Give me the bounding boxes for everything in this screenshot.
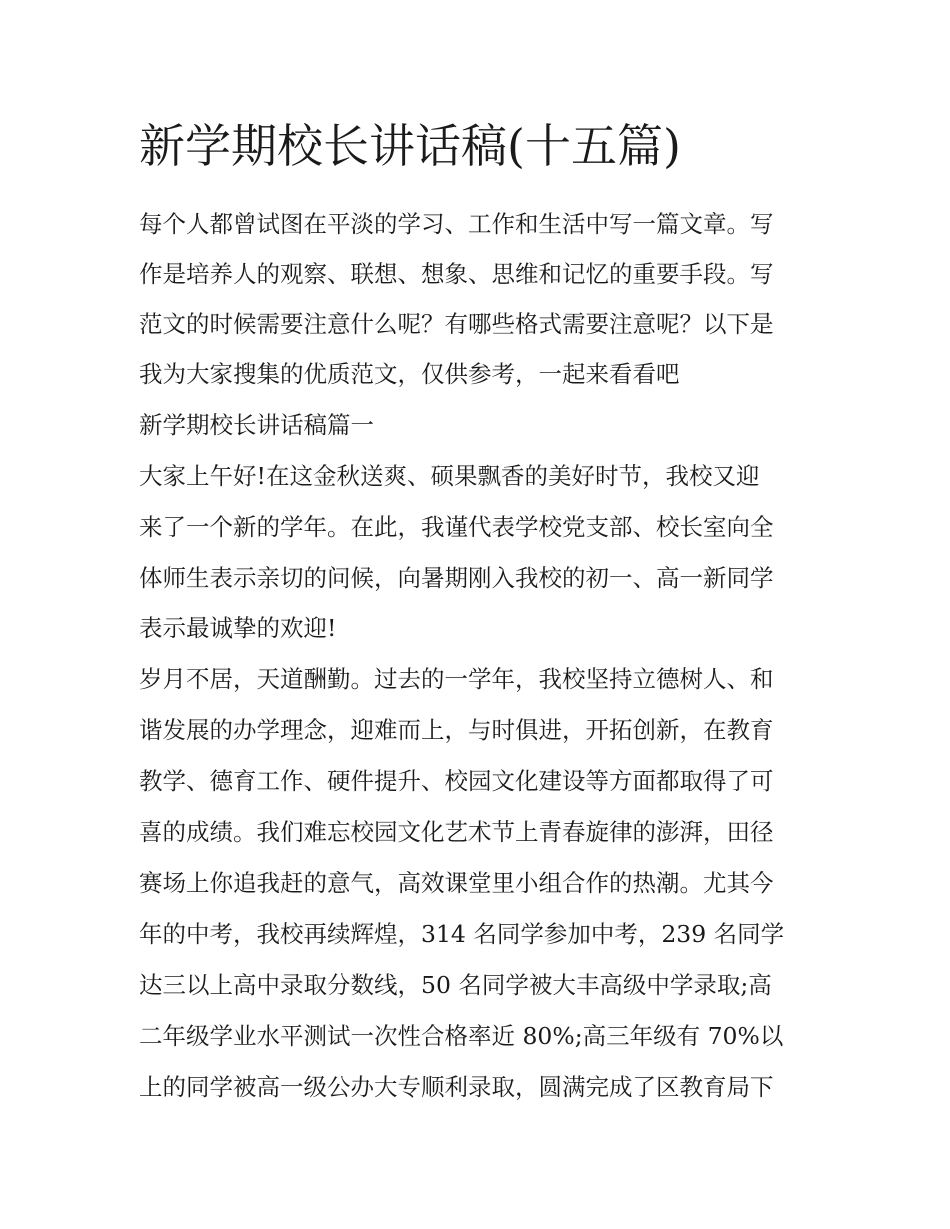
paragraph-line: 喜的成绩。我们难忘校园文化艺术节上青春旋律的澎湃，田径 bbox=[139, 818, 774, 846]
section-heading: 新学期校长讲话稿篇一 bbox=[139, 411, 374, 439]
paragraph-line: 达三以上高中录取分数线，50 名同学被大丰高级中学录取;高 bbox=[139, 971, 772, 999]
paragraph-line: 大家上午好!在这金秋送爽、硕果飘香的美好时节，我校又迎 bbox=[139, 462, 760, 490]
paragraph-line: 年的中考，我校再续辉煌，314 名同学参加中考，239 名同学 bbox=[139, 920, 785, 948]
paragraph-line: 岁月不居，天道酬勤。过去的一学年，我校坚持立德树人、和 bbox=[139, 665, 774, 693]
paragraph-line: 范文的时候需要注意什么呢？有哪些格式需要注意呢？以下是 bbox=[139, 310, 774, 338]
document-title: 新学期校长讲话稿(十五篇) bbox=[139, 119, 681, 173]
paragraph-line: 谐发展的办学理念，迎难而上，与时俱进，开拓创新，在教育 bbox=[139, 716, 774, 744]
paragraph-line: 二年级学业水平测试一次性合格率近 80%;高三年级有 70%以 bbox=[139, 1022, 784, 1050]
paragraph-line: 上的同学被高一级公办大专顺利录取，圆满完成了区教育局下 bbox=[139, 1073, 774, 1101]
paragraph-line: 我为大家搜集的优质范文，仅供参考，一起来看看吧 bbox=[139, 360, 680, 388]
paragraph-line: 表示最诚挚的欢迎! bbox=[139, 614, 337, 642]
paragraph-line: 来了一个新的学年。在此，我谨代表学校党支部、校长室向全 bbox=[139, 513, 774, 541]
paragraph-line: 每个人都曾试图在平淡的学习、工作和生活中写一篇文章。写 bbox=[139, 210, 774, 238]
paragraph-line: 赛场上你追我赶的意气，高效课堂里小组合作的热潮。尤其今 bbox=[139, 869, 774, 897]
paragraph-line: 教学、德育工作、硬件提升、校园文化建设等方面都取得了可 bbox=[139, 767, 774, 795]
paragraph-line: 体师生表示亲切的问候，向暑期刚入我校的初一、高一新同学 bbox=[139, 564, 774, 592]
paragraph-line: 作是培养人的观察、联想、想象、思维和记忆的重要手段。写 bbox=[139, 260, 774, 288]
